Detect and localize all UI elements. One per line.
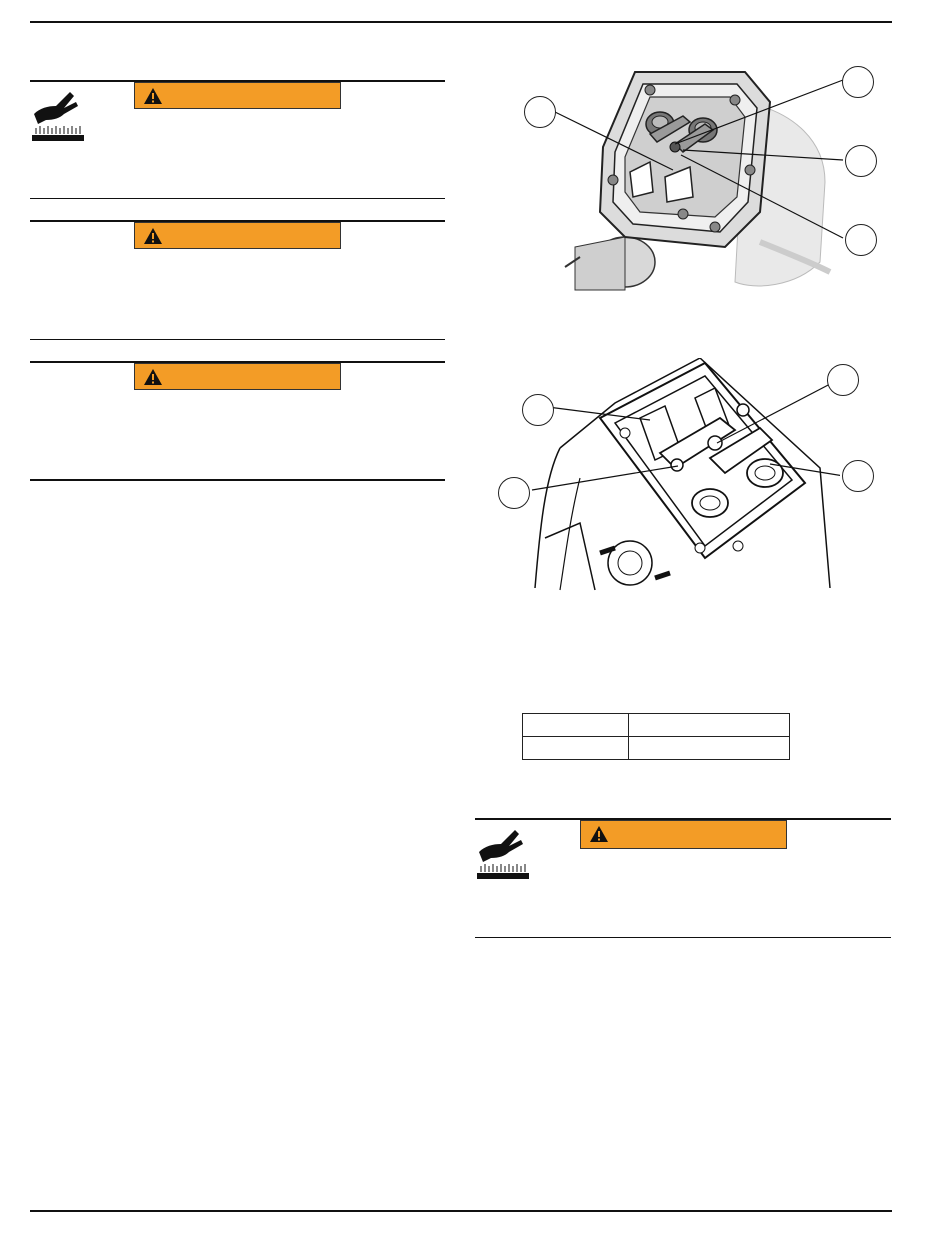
warning-triangle-icon (143, 368, 163, 386)
table-row (523, 714, 790, 737)
spec-table (522, 713, 790, 760)
table-cell (523, 714, 629, 737)
header-rule (30, 21, 892, 23)
warning-2-bottom-rule (30, 339, 445, 340)
warning-triangle-icon (589, 825, 609, 843)
figure-top-callout-3 (845, 145, 877, 177)
table-cell (629, 737, 790, 760)
figure-top-callout-4 (845, 224, 877, 256)
hot-surface-icon (475, 822, 533, 887)
warning-1-bottom-rule (30, 198, 445, 199)
table-cell (629, 714, 790, 737)
warning-right-bottom-rule (475, 937, 891, 938)
warning-3-bottom-rule (30, 479, 445, 481)
warning-triangle-icon (143, 87, 163, 105)
figure-top-callout-2 (842, 66, 874, 98)
warning-banner-right (580, 820, 787, 849)
table-cell (523, 737, 629, 760)
hot-surface-icon (30, 84, 88, 149)
figure-rocker-cover-area (555, 62, 845, 292)
warning-triangle-icon (143, 227, 163, 245)
footer-rule (30, 1210, 892, 1212)
table-row (523, 737, 790, 760)
figure-bottom-callout-3 (498, 477, 530, 509)
figure-top-callout-1 (524, 96, 556, 128)
warning-banner-3 (134, 363, 341, 390)
figure-rocker-arms-line-drawing (520, 358, 840, 593)
warning-banner-1 (134, 82, 341, 109)
figure-bottom-callout-2 (827, 364, 859, 396)
figure-bottom-callout-4 (842, 460, 874, 492)
warning-banner-2 (134, 222, 341, 249)
figure-bottom-callout-1 (522, 394, 554, 426)
